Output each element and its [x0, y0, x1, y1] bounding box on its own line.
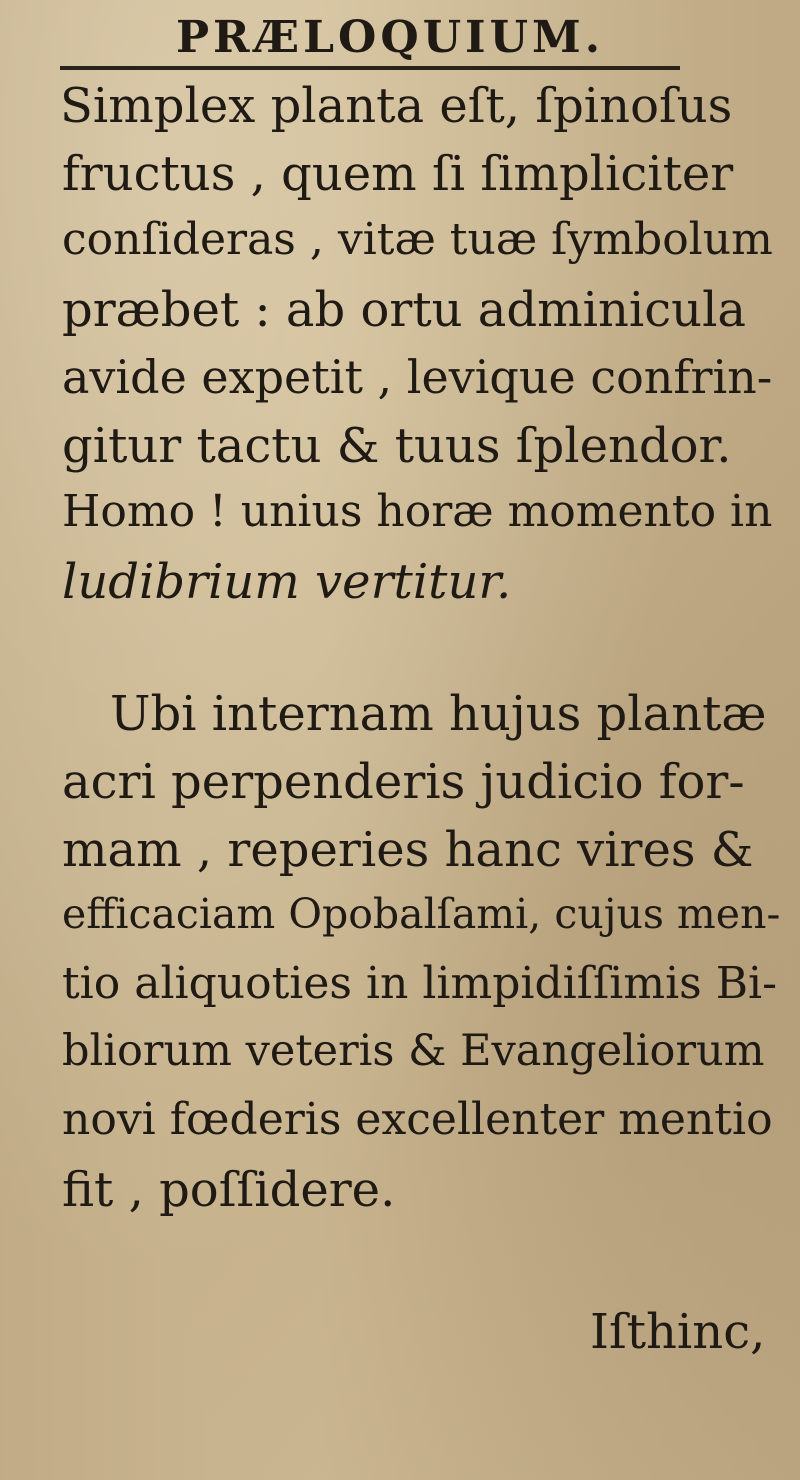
text-line: ludibrium vertitur.	[62, 554, 512, 610]
catchword: Iſthinc,	[590, 1304, 766, 1360]
text-line: gitur tactu & tuus ſplendor.	[62, 418, 732, 474]
page-header: PRÆLOQUIUM.	[175, 12, 605, 63]
text-line: tio aliquoties in limpidiſſimis Bi-	[62, 958, 777, 1009]
text-line: Homo ! unius horæ momento in	[62, 486, 773, 537]
text-line: præbet : ab ortu adminicula	[62, 282, 747, 338]
text-line: acri perpenderis judicio for-	[62, 754, 745, 810]
text-line: conſideras , vitæ tuæ ſymbolum	[62, 214, 773, 265]
text-line: avide expetit , levique confrin-	[62, 350, 773, 404]
text-line: bliorum veteris & Evangeliorum	[62, 1026, 765, 1076]
text-line: mam , reperies hanc vires &	[62, 822, 754, 878]
header-rule	[60, 66, 680, 70]
text-line: novi fœderis excellenter mentio	[62, 1094, 773, 1145]
text-line: Simplex planta eſt, ſpinoſus	[60, 78, 733, 134]
text-line: efficaciam Opobalſami, cujus men-	[62, 890, 781, 938]
text-line: Ubi internam hujus plantæ	[110, 686, 767, 742]
text-line: fructus , quem ſi ſimpliciter	[62, 146, 734, 202]
text-line: fit , poſſidere.	[62, 1162, 396, 1218]
